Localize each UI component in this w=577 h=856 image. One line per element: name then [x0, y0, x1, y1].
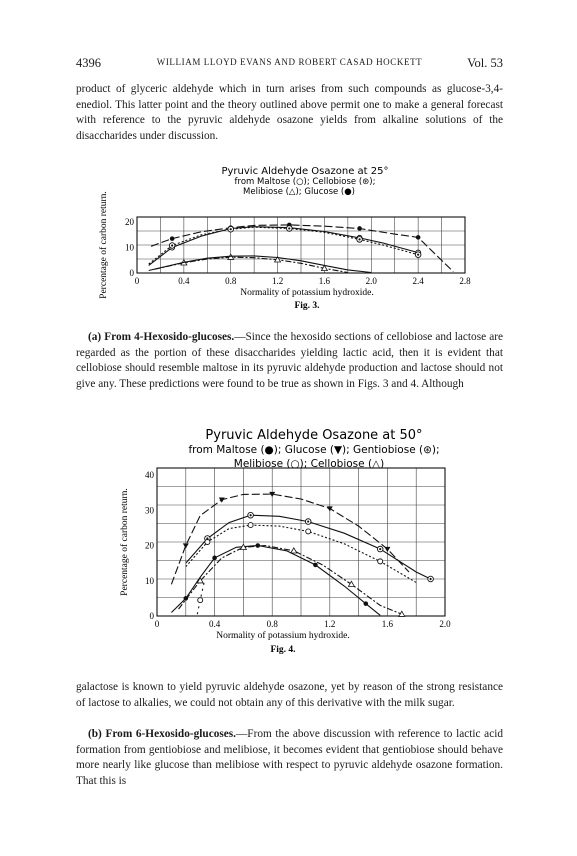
series-line [151, 225, 453, 272]
data-point [377, 546, 383, 552]
data-point [348, 581, 354, 586]
y-tick-label: 30 [145, 505, 154, 516]
data-point [327, 506, 333, 511]
y-tick-label: 20 [125, 217, 134, 228]
data-point [256, 543, 261, 548]
data-point [219, 498, 225, 503]
x-tick-label: 0.4 [178, 276, 190, 286]
paragraph-2 [76, 330, 503, 392]
data-point [416, 235, 421, 240]
series-line [179, 546, 402, 615]
marker-center [430, 578, 432, 580]
marker-center [379, 548, 381, 550]
series-line [171, 546, 380, 616]
data-point [428, 576, 434, 582]
data-point [248, 512, 254, 518]
y-tick-label: 20 [145, 540, 154, 551]
marker-center [417, 254, 419, 256]
figure-3-chart [90, 165, 490, 320]
section-heading-b: (b) From 6-Hexosido-glucoses. [88, 728, 236, 740]
series-line [149, 227, 418, 266]
y-tick-label: 0 [129, 268, 134, 278]
chart-title: Pyruvic Aldehyde Osazone at 25° [221, 166, 389, 177]
data-point [183, 543, 189, 548]
data-point [357, 226, 362, 231]
x-tick-label: 1.2 [271, 276, 284, 286]
x-tick-label: 2.0 [439, 619, 451, 629]
x-tick-label: 0 [154, 619, 160, 629]
data-point [364, 601, 369, 606]
section-heading-a: (a) From 4-Hexosido-glucoses. [88, 331, 235, 343]
series-glucose [151, 223, 453, 272]
data-point [248, 523, 253, 528]
page-number: 4396 [76, 56, 101, 70]
x-tick-label: 1.2 [324, 619, 336, 629]
data-point [205, 540, 210, 545]
figure-caption: Fig. 4. [270, 645, 296, 655]
paragraph-1: product of glyceric aldehyde which in turn arises from such compounds as glucose-3,4-enediol. This latter point and the theory outlined above permit one to make a general forecast with reference to the pyruvic aldehyde osazone yields from alkaline solutions of the disaccharides under discussion. [76, 83, 503, 142]
chart-grid [157, 468, 445, 616]
data-point [384, 547, 390, 552]
y-tick-label: 10 [125, 242, 134, 253]
data-point [306, 529, 311, 534]
data-point [378, 559, 383, 564]
x-tick-label: 0 [134, 276, 140, 286]
legend-line-2: Melibiose (○); Cellobiose (△) [233, 458, 385, 470]
figure-caption: Fig. 3. [294, 301, 320, 311]
marker-center [171, 244, 173, 246]
legend-line-2: Melibiose (△); Glucose (●) [243, 187, 355, 197]
chart-title: Pyruvic Aldehyde Osazone at 50° [205, 428, 423, 443]
volume-number: Vol. 53 [467, 56, 503, 70]
data-point [415, 252, 421, 258]
paragraph-4-body: —From the above discussion with reference to lactic acid formation from gentiobiose and melibiose, it becomes evident that gentiobiose should behave more nearly like glucose than melibiose with respect to pyruvic aldehyde osazone formation. That this is [76, 728, 503, 787]
data-point [313, 563, 318, 568]
x-axis-label: Normality of potassium hydroxide. [216, 631, 350, 641]
x-tick-label: 2.8 [459, 276, 471, 286]
y-tick-label: 10 [145, 575, 154, 586]
figure-4-chart [110, 426, 490, 666]
paragraph-2-body: —Since the hexosido sections of cellobiose and lactose are regarded as the portion of these disaccharides yielding lactic acid, then it is evident that cellobiose should resemble maltose in its pyruvic aldehyde production and lactose should not give any. These predictions were found to be true as shown in Figs. 3 and 4. Although [76, 331, 503, 390]
x-tick-label: 2.0 [365, 276, 377, 286]
series-cellobiose [179, 544, 405, 616]
paragraph-4 [76, 727, 503, 789]
data-point [305, 519, 311, 525]
y-tick-label: 40 [145, 470, 154, 481]
y-axis-label: Percentage of carbon return. [120, 488, 130, 596]
marker-center [250, 514, 252, 516]
x-tick-label: 1.6 [318, 276, 331, 286]
x-tick-label: 2.4 [412, 276, 424, 286]
legend-line-1: from Maltose (○); Cellobiose (⊛); [234, 177, 376, 187]
marker-center [230, 228, 232, 230]
paragraph-3: galactose is known to yield pyruvic aldehyde osazone, yet by reason of the strong resistance of lactose to alkalies, we could not obtain any of this derivative with the milk sugar. [76, 681, 503, 709]
y-tick-label: 0 [149, 611, 154, 621]
x-tick-label: 1.6 [381, 619, 394, 629]
x-axis-label: Normality of potassium hydroxide. [240, 288, 374, 298]
data-point [169, 243, 175, 249]
data-point [286, 226, 292, 232]
marker-center [358, 238, 360, 240]
y-axis-label: Percentage of carbon return. [99, 191, 109, 299]
data-point [228, 226, 234, 232]
data-point [198, 598, 203, 603]
legend-line-1: from Maltose (●); Glucose (▼); Gentiobiose (⊛); [188, 444, 440, 456]
series-gentiobiose [186, 512, 434, 581]
running-authors: WILLIAM LLOYD EVANS AND ROBERT CASAD HOCKETT [156, 57, 423, 67]
x-tick-label: 0.4 [208, 619, 221, 629]
marker-center [307, 520, 309, 522]
data-point [291, 548, 297, 553]
data-point [212, 556, 217, 561]
data-point [170, 236, 175, 241]
x-tick-label: 0.8 [225, 276, 237, 286]
x-tick-label: 0.8 [266, 619, 278, 629]
data-point [357, 237, 363, 243]
running-header [76, 56, 503, 72]
marker-center [288, 227, 290, 229]
